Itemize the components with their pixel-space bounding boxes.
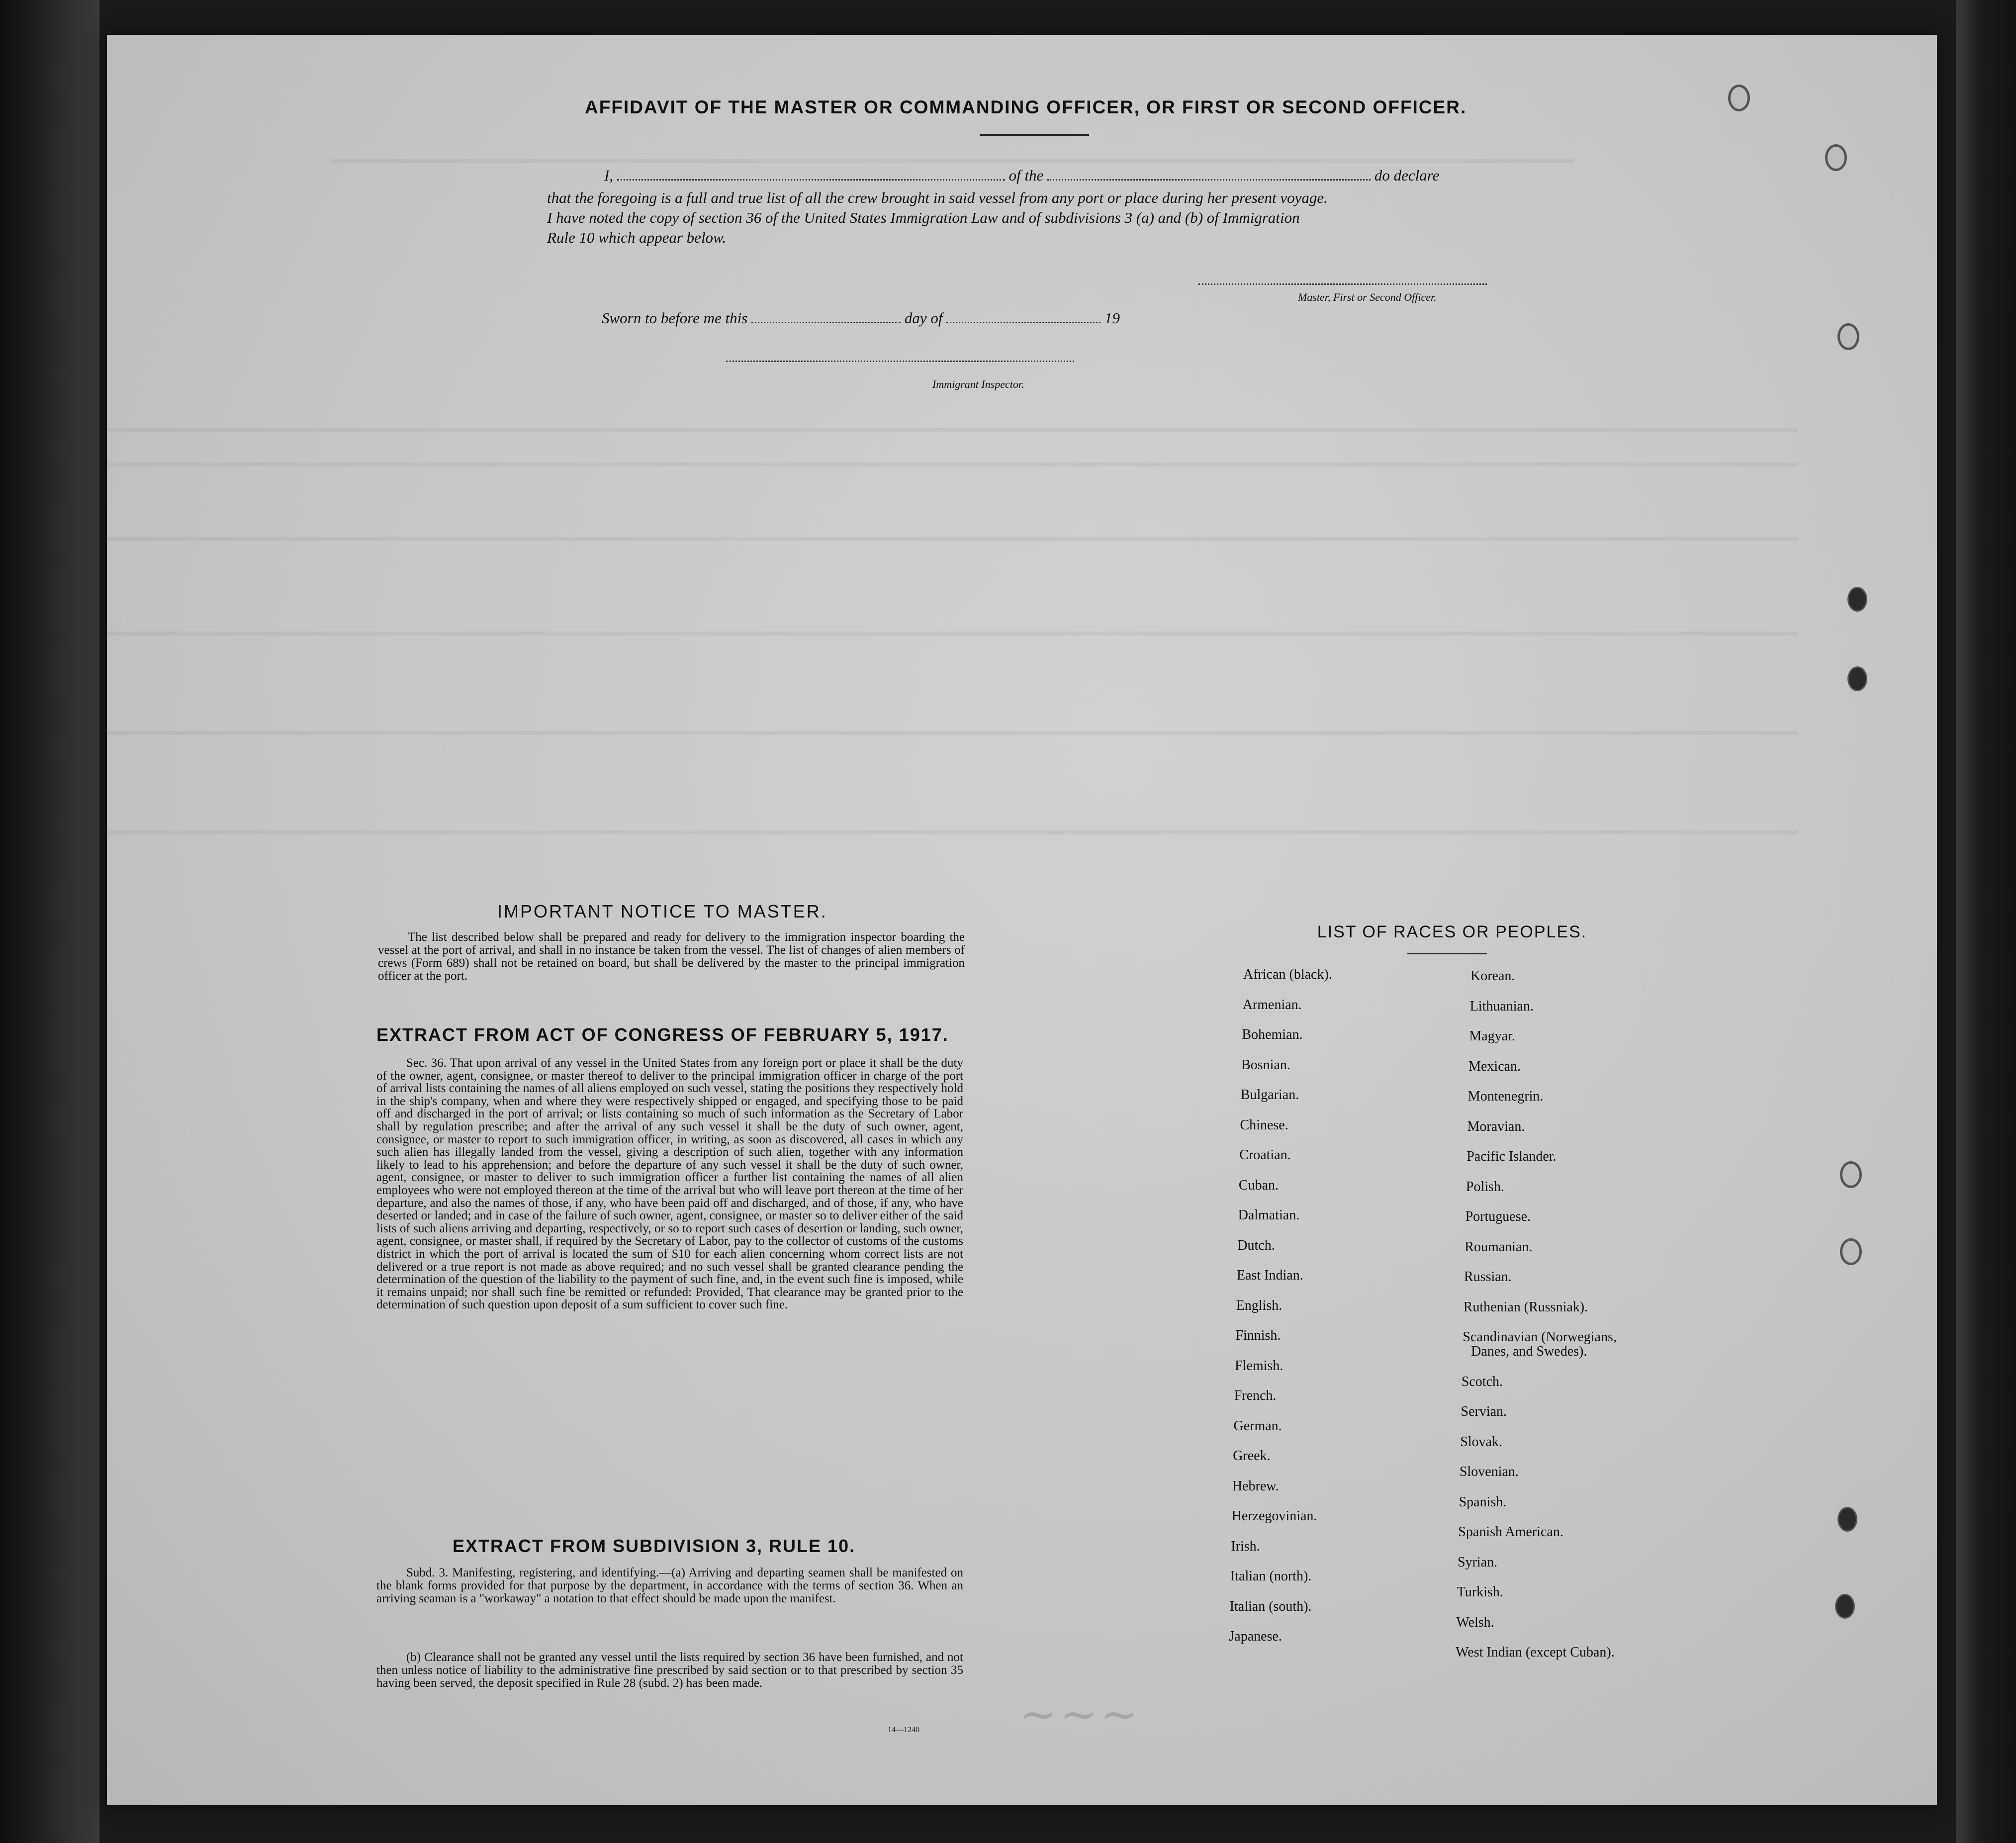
affidavit-title: AFFIDAVIT OF THE MASTER OR COMMANDING OFFICER, OR FIRST OR SECOND OFFICER. — [585, 97, 1467, 117]
bleed-through-line — [107, 537, 1798, 541]
form-number: 14—1240 — [888, 1726, 919, 1734]
race-item: Scandinavian (Norwegians, — [1463, 1329, 1617, 1345]
affidavit-line-3: I have noted the copy of section 36 of the United States Immigration Law and of subdivisions 3 (a) and (b) of Immigration — [547, 209, 1300, 226]
race-item: Croatian. — [1239, 1147, 1291, 1163]
extract-rule-text-a: Subd. 3. Manifesting, registering, and identifying.—(a) Arriving and departing seamen shall be manifested on the blank forms provided for that purpose by the department, in accordance with the terms of section 36. When an arriving seaman is a "workaway" a notation to that effect should be made upon the manifest. — [376, 1566, 963, 1605]
race-item: Korean. — [1470, 968, 1515, 984]
race-item: Welsh. — [1456, 1614, 1494, 1630]
races-title-underline — [1407, 953, 1487, 954]
race-item: African (black). — [1243, 967, 1332, 982]
punch-hole — [1728, 85, 1750, 111]
vessel-blank — [1047, 169, 1371, 181]
punch-hole — [1847, 587, 1867, 612]
extract-act-text: Sec. 36. That upon arrival of any vessel in the United States from any foreign port or place it shall be the duty of the owner, agent, consignee, or master thereof to deliver to the principal immigration officer in charge of the port of arrival lists containing the names of all aliens employed on such vessel, stating the positions they respectively hold in the ship's company, when and where they were respectively shipped or engaged, and specifying those to be paid off and discharged in the port of arrival; or lists containing so much of such information as the Secretary of Labor shall by regulation prescribe; and after the arrival of any such vessel it shall be the duty of such owner, agent, consignee, or master to report to such immigration officer, in writing, as soon as discovered, all cases in which any such alien has illegally landed from the vessel, giving a description of such alien, together with any information likely to lead to his apprehension; and before the departure of any such vessel it shall be the duty of such owner, agent, consignee, or master to deliver to such immigration officer a further list containing the names of all alien employees who were not employed thereon at the time of the arrival but who will leave port thereon at the time of her departure, and also the names of those, if any, who have been paid off and discharged, and of those, if any, who have deserted or landed; and in case of the failure of such owner, agent, consignee, or master so to deliver either of the said lists of such aliens arriving and departing, respectively, or so to report such cases of desertion or landing, such owner, agent, consignee, or master shall, if required by the Secretary of Labor, pay to the collector of customs of the customs district in which the port of arrival is located the sum of $10 for each alien concerning whom correct lists are not delivered or a true report is not made as above required; and no such vessel shall be granted clearance pending the determination of the question of the liability to the payment of such fine, and, in the event such fine is imposed, while it remains unpaid; nor shall such fine be remitted or refunded: Provided, That clearance may be granted prior to the determination of such question upon deposit of a sum sufficient to cover such fine. — [376, 1056, 963, 1312]
sworn-text: Sworn to before me this — [602, 309, 748, 327]
day-blank — [751, 312, 901, 323]
race-item: Russian. — [1464, 1269, 1512, 1285]
race-item: English. — [1236, 1297, 1283, 1313]
month-blank — [946, 312, 1100, 323]
race-item: Moravian. — [1467, 1118, 1525, 1134]
sworn-line — [602, 309, 1120, 327]
affidavit-of-the: of the — [1008, 167, 1044, 184]
race-item: Herzegovinian. — [1231, 1508, 1317, 1524]
faint-handwriting: ~~~ — [1019, 1688, 1141, 1741]
race-item: Bosnian. — [1241, 1057, 1290, 1073]
bleed-through-line — [331, 159, 1574, 163]
bleed-through-line — [107, 428, 1798, 432]
bleed-through-line — [107, 632, 1798, 636]
affidavit-line-1 — [604, 167, 1439, 184]
name-blank — [617, 169, 1005, 181]
race-item: French. — [1234, 1388, 1277, 1403]
race-item: Magyar. — [1469, 1028, 1515, 1044]
race-item: Mexican. — [1468, 1058, 1521, 1074]
left-binding-edge — [0, 0, 99, 1843]
affidavit-declare: do declare — [1374, 167, 1440, 184]
extract-rule-text-b: (b) Clearance shall not be granted any vessel until the lists required by section 36 have been furnished, and not then unless notice of liability to the administrative fine prescribed by said section or to that prescribed by section 35 having been served, the deposit specified in Rule 28 (subd. 2) has been made. — [376, 1651, 963, 1690]
race-item: Armenian. — [1242, 997, 1302, 1013]
punch-hole — [1825, 144, 1847, 171]
race-item: Scotch. — [1461, 1374, 1503, 1389]
race-item: East Indian. — [1237, 1268, 1303, 1283]
master-signature-label: Master, First or Second Officer. — [1298, 291, 1437, 303]
title-underline — [980, 134, 1089, 136]
punch-hole — [1835, 1594, 1855, 1619]
race-item: Slovak. — [1460, 1434, 1502, 1450]
race-item: Dutch. — [1237, 1237, 1275, 1253]
punch-hole — [1837, 323, 1859, 350]
race-item: Chinese. — [1240, 1117, 1288, 1133]
race-item: Lithuanian. — [1469, 998, 1534, 1014]
race-item: Bohemian. — [1242, 1027, 1303, 1042]
year-prefix: 19 — [1104, 309, 1120, 327]
race-item: Danes, and Swedes). — [1471, 1344, 1587, 1360]
inspector-signature-label: Immigrant Inspector. — [932, 378, 1024, 390]
master-signature-line — [1198, 283, 1487, 285]
affidavit-line-2: that the foregoing is a full and true list of all the crew brought in said vessel from any port or place during her present voyage. — [547, 189, 1328, 206]
race-item: Italian (north). — [1230, 1568, 1312, 1584]
race-item: Italian (south). — [1229, 1598, 1312, 1614]
race-item: Dalmatian. — [1238, 1207, 1300, 1223]
race-item: Roumanian. — [1465, 1239, 1533, 1255]
punch-hole — [1840, 1238, 1862, 1265]
race-item: Ruthenian (Russniak). — [1463, 1299, 1588, 1315]
race-item: Flemish. — [1235, 1358, 1283, 1374]
notice-title: IMPORTANT NOTICE TO MASTER. — [497, 901, 827, 922]
punch-hole — [1837, 1507, 1857, 1532]
punch-hole — [1847, 666, 1867, 691]
day-of-text: day of — [904, 309, 943, 327]
bleed-through-line — [107, 462, 1798, 466]
bleed-through-line — [107, 731, 1798, 735]
punch-hole — [1840, 1161, 1862, 1188]
races-title: LIST OF RACES OR PEOPLES. — [1317, 922, 1587, 941]
race-item: Irish. — [1231, 1538, 1260, 1554]
extract-act-title: EXTRACT FROM ACT OF CONGRESS OF FEBRUARY 5, 1917. — [376, 1024, 949, 1045]
race-item: Cuban. — [1238, 1177, 1279, 1193]
right-binding-edge — [1956, 0, 2016, 1843]
extract-rule-title: EXTRACT FROM SUBDIVISION 3, RULE 10. — [453, 1536, 856, 1556]
race-item: Pacific Islander. — [1466, 1149, 1557, 1164]
race-item: West Indian (except Cuban). — [1456, 1645, 1615, 1660]
race-item: Syrian. — [1458, 1554, 1498, 1570]
race-item: Finnish. — [1235, 1328, 1281, 1343]
race-item: Spanish. — [1459, 1494, 1507, 1510]
race-item: Servian. — [1461, 1404, 1507, 1420]
race-item: Turkish. — [1457, 1584, 1503, 1600]
inspector-signature-line — [726, 361, 1074, 362]
affidavit-i: I, — [604, 167, 614, 184]
bleed-through-line — [107, 830, 1798, 834]
race-item: Japanese. — [1229, 1629, 1282, 1644]
race-item: German. — [1233, 1418, 1282, 1434]
race-item: Spanish American. — [1458, 1524, 1563, 1540]
race-item: Bulgarian. — [1240, 1087, 1299, 1103]
race-item: Slovenian. — [1459, 1464, 1519, 1480]
document-page — [107, 35, 1937, 1805]
affidavit-line-4: Rule 10 which appear below. — [547, 229, 727, 246]
race-item: Greek. — [1233, 1448, 1271, 1464]
race-item: Portuguese. — [1465, 1209, 1531, 1224]
notice-text: The list described below shall be prepared and ready for delivery to the immigration inspector boarding the vessel at the port of arrival, and shall in no instance be taken from the vessel. The list of changes of alien members of crews (Form 689) shall not be retained on board, but shall be delivered by the master to the principal immigration officer at the port. — [378, 930, 965, 983]
race-item: Hebrew. — [1232, 1478, 1279, 1494]
race-item: Montenegrin. — [1467, 1089, 1544, 1104]
race-item: Polish. — [1466, 1179, 1504, 1195]
